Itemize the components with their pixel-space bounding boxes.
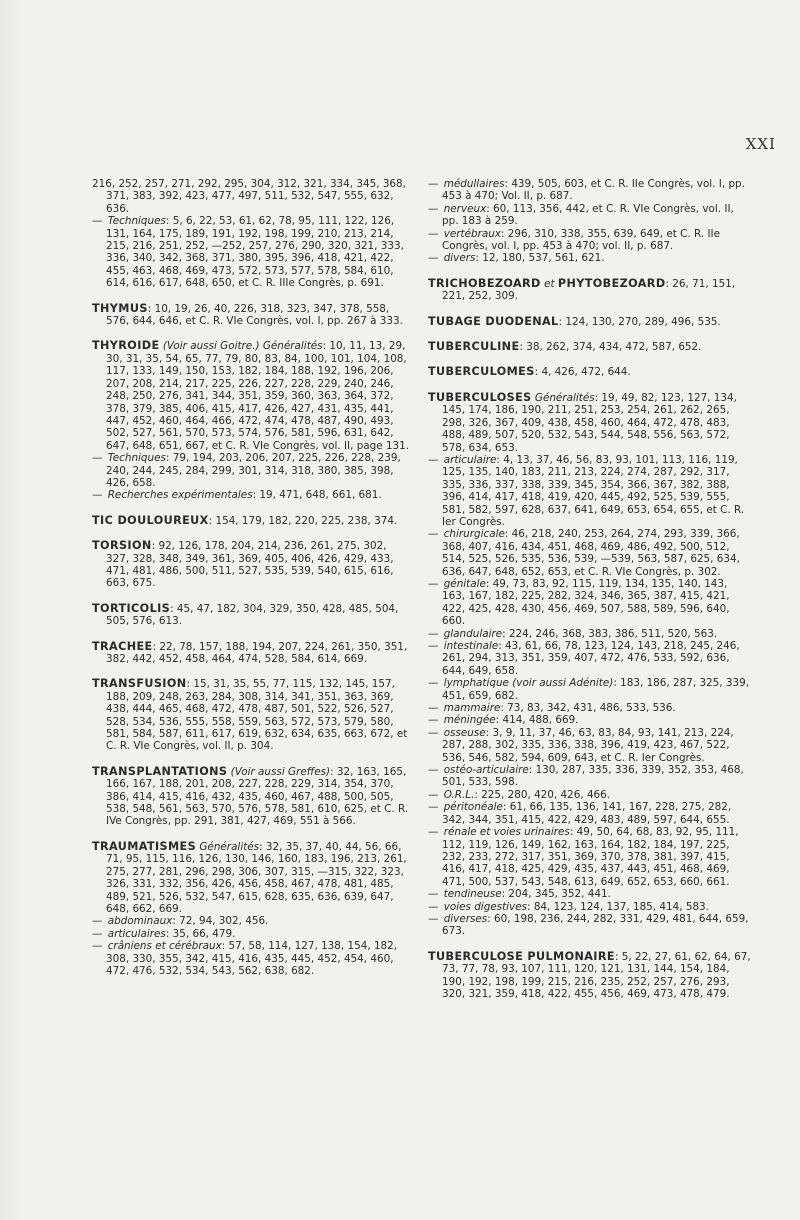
sub-pages: : 204, 345, 352, 441.: [501, 888, 611, 901]
sub-entry: [428, 203, 753, 228]
sub-dash: —: [428, 801, 442, 814]
sub-label: abdominaux: [107, 915, 173, 928]
entry-pages: : 32, 35, 37, 40, 44, 56, 66, 71, 95, 115, 116, 126, 130, 146, 160, 183, 196, 213, 261, 275, 277, 281, 296, 298, 306, 307, 315, —315, 322, 323, 326, 331, 332, 356, 426, 456, 458, 467, 478, 481, 485, 489, 521, 526, 532, 547, 615, 628, 635, 636, 639, 647, 648, 662, 669.: [106, 840, 407, 915]
sub-label: lymphatique (voir aussi Adénite): [443, 677, 614, 690]
sub-pages: : 84, 123, 124, 137, 185, 414, 583.: [527, 900, 709, 913]
sub-label: ostéo-articulaire: [443, 764, 529, 777]
entry-line: [428, 341, 753, 353]
sub-pages: : 224, 246, 368, 383, 386, 511, 520, 563.: [502, 627, 718, 640]
sub-pages: : 4, 13, 37, 46, 56, 83, 93, 101, 113, 116, 119, 125, 135, 140, 183, 211, 213, 224, 274, 287, 292, 317, 335, 336, 337, 338, 339, 345, 354, 366, 367, 382, 388, 396, 414, 417, 418, 419, 420, 445, 492, 525, 539, 555, 581, 582, 597, 628, 637, 641, 649, 653, 654, 655, et C. R. Ier Congrès.: [442, 453, 745, 528]
entry-heading: TRANSPLANTATIONS: [92, 764, 228, 778]
sub-label: péritonéale: [443, 801, 503, 814]
right-column: [428, 178, 753, 1013]
sub-label: crâniens et cérébraux: [107, 940, 222, 953]
entry-heading: TORSION: [92, 539, 152, 553]
sub-label: diverses: [443, 912, 488, 925]
sub-dash: —: [92, 915, 106, 928]
index-entry-tic: [92, 515, 412, 527]
sub-entry: [92, 928, 412, 940]
entry-line: [92, 178, 412, 215]
sub-entry: [428, 640, 753, 677]
sub-pages: : 439, 505, 603, et C. R. IIe Congrès, vol. I, pp. 453 à 470; Vol. II, p. 687.: [442, 178, 745, 203]
sub-entry: [92, 452, 412, 489]
entry-note: (Voir aussi Goitre.) Généralités: [162, 340, 323, 353]
sub-dash: —: [428, 900, 442, 913]
entry-line: [92, 841, 412, 915]
entry-line: [428, 951, 753, 1001]
sub-dash: —: [428, 726, 442, 739]
index-entry-cont2: [428, 178, 753, 265]
entry-heading: THYMUS: [92, 301, 148, 315]
sub-dash: —: [428, 702, 442, 715]
sub-label: O.R.L.: [443, 788, 475, 801]
sub-entry: [428, 714, 753, 726]
sub-dash: —: [92, 452, 106, 465]
sub-pages: : 130, 287, 335, 336, 339, 352, 353, 468, 501, 533, 598.: [442, 764, 744, 789]
sub-dash: —: [428, 252, 442, 265]
entry-pages: 216, 252, 257, 271, 292, 295, 304, 312, 321, 334, 345, 368, 371, 383, 392, 423, 477, 497, 511, 532, 547, 555, 632, 636.: [92, 178, 406, 215]
sub-dash: —: [92, 215, 106, 228]
entry-heading: THYROIDE: [92, 339, 160, 353]
sub-label: tendineuse: [443, 888, 502, 901]
sub-label: Techniques: [107, 215, 166, 228]
sub-pages: : 79, 194, 203, 206, 207, 225, 226, 228, 239, 240, 244, 245, 284, 299, 301, 314, 318, 380, 385, 398, 426, 658.: [106, 452, 401, 489]
sub-entry: [428, 826, 753, 888]
sub-pages: : 19, 471, 648, 661, 681.: [252, 489, 382, 502]
sub-label: articulaire: [443, 453, 497, 466]
sub-entry: [428, 628, 753, 640]
sub-dash: —: [428, 453, 442, 466]
entry-line: [92, 766, 412, 828]
entry-pages: : 26, 71, 151, 221, 252, 309.: [442, 277, 736, 303]
sub-pages: : 35, 66, 479.: [165, 927, 236, 940]
index-entry-tubage: [428, 316, 753, 328]
sub-pages: : 49, 50, 64, 68, 83, 92, 95, 111, 112, 119, 126, 149, 162, 163, 164, 182, 184, 197, 225, 232, 233, 272, 317, 351, 369, 370, 378, 381, 397, 415, 416, 417, 418, 425, 429, 435, 437, 443, 451, 468, 469, 471, 500, 537, 543, 548, 613, 649, 652, 653, 660, 661.: [442, 826, 739, 888]
sub-label: intestinale: [443, 640, 499, 652]
sub-dash: —: [428, 202, 442, 215]
sub-label: nerveux: [443, 202, 487, 215]
left-column: [92, 178, 412, 990]
index-entry-torticolis: [92, 603, 412, 628]
sub-entry: [428, 228, 753, 253]
sub-label: vertébraux: [443, 227, 501, 240]
sub-label: mammaire: [443, 702, 501, 715]
entry-conjunction: et: [544, 277, 555, 290]
page-number: XXI: [745, 135, 776, 153]
sub-dash: —: [92, 940, 106, 953]
sub-pages: : 5, 6, 22, 53, 61, 62, 78, 95, 111, 122, 126, 131, 164, 175, 189, 191, 192, 198, 199, 210, 213, 214, 215, 216, 251, 252, —252, 257, 276, 290, 320, 321, 333, 336, 340, 342, 368, 371, 380, 395, 396, 418, 421, 422, 455, 463, 468, 469, 473, 572, 573, 577, 578, 584, 610, 614, 616, 617, 648, 650, et C. R. IIIe Congrès, p. 691.: [106, 215, 404, 290]
sub-label: articulaires: [107, 927, 166, 940]
entry-pages: : 4, 426, 472, 644.: [534, 366, 631, 379]
sub-dash: —: [428, 826, 442, 839]
index-entry-traumatismes: [92, 841, 412, 977]
entry-line: [428, 316, 753, 328]
sub-dash: —: [92, 489, 106, 502]
sub-pages: : 60, 113, 356, 442, et C. R. VIe Congrès, vol. II, pp. 183 à 259.: [442, 202, 734, 228]
sub-entry: [92, 940, 412, 977]
entry-pages: : 15, 31, 35, 55, 77, 115, 132, 145, 157, 188, 209, 248, 263, 284, 308, 314, 341, 351, 363, 369, 438, 444, 465, 468, 472, 478, 487, 501, 522, 526, 527, 528, 534, 536, 555, 558, 559, 563, 572, 573, 579, 580, 581, 584, 587, 611, 617, 619, 632, 634, 635, 663, 672, et C. R. VIe Congrès, vol. II, p. 304.: [106, 678, 408, 753]
sub-label: divers: [443, 252, 476, 265]
index-entry-trachee: [92, 641, 412, 666]
sub-entry: [428, 888, 753, 900]
entry-pages: : 38, 262, 374, 434, 472, 587, 652.: [519, 341, 702, 354]
sub-entry: [92, 915, 412, 927]
entry-note: Généralités: [534, 391, 595, 404]
sub-label: Recherches expérimentales: [107, 489, 253, 502]
sub-entry: [428, 764, 753, 789]
sub-label: osseuse: [443, 726, 486, 739]
sub-entry: [428, 677, 753, 702]
entry-note: (Voir aussi Greffes): [230, 765, 331, 778]
entry-pages: : 10, 11, 13, 29, 30, 31, 35, 54, 65, 77, 79, 80, 83, 84, 100, 101, 104, 108, 117, 133, 149, 150, 153, 182, 184, 188, 192, 196, 206, 207, 208, 214, 217, 225, 226, 227, 228, 229, 240, 246, 248, 250, 276, 341, 344, 351, 359, 360, 363, 364, 372, 378, 379, 385, 406, 415, 417, 426, 427, 431, 435, 441, 447, 452, 460, 464, 466, 472, 474, 478, 487, 490, 493, 502, 527, 561, 570, 573, 574, 576, 581, 596, 631, 642, 647, 648, 651, 667, et C. R. VIe Congrès, vol. II, page 131.: [106, 340, 410, 452]
entry-pages: : 10, 19, 26, 40, 226, 318, 323, 347, 378, 558, 576, 644, 646, et C. R. VIe Congrès, vol. I, pp. 267 à 333.: [106, 302, 403, 328]
sub-label: glandulaire: [443, 627, 503, 640]
sub-dash: —: [428, 677, 442, 690]
binding-edge: [0, 0, 22, 1220]
entry-heading: TIC DOULOUREUX: [92, 513, 209, 527]
sub-pages: : 61, 66, 135, 136, 141, 167, 228, 275, 282, 342, 344, 351, 415, 422, 429, 483, 489, 597, 644, 655.: [442, 801, 732, 826]
entry-heading: TUBERCULINE: [428, 340, 520, 354]
sub-entry: [428, 789, 753, 801]
sub-dash: —: [428, 888, 442, 901]
sub-pages: : 43, 61, 66, 78, 123, 124, 143, 218, 245, 246, 261, 294, 313, 351, 359, 407, 472, 476, 533, 592, 636, 644, 649, 658.: [442, 640, 740, 677]
entry-line: [92, 641, 412, 666]
index-entry-thyroide: [92, 340, 412, 501]
entry-line: [428, 366, 753, 378]
index-entry-cont: [92, 178, 412, 290]
sub-label: voies digestives: [443, 900, 528, 913]
sub-entry: [428, 178, 753, 203]
entry-heading: TUBERCULOSES: [428, 390, 532, 404]
sub-entry: [92, 489, 412, 501]
entry-line: [92, 540, 412, 590]
entry-pages: : 154, 179, 182, 220, 225, 238, 374.: [208, 514, 398, 527]
entry-pages: : 22, 78, 157, 188, 194, 207, 224, 261, 350, 351, 382, 442, 452, 458, 464, 474, 528, 584, 614, 669.: [106, 640, 408, 665]
entry-line: [92, 603, 412, 628]
index-entry-trichobezoard: [428, 278, 753, 303]
sub-pages: : 3, 9, 11, 37, 46, 63, 83, 84, 93, 141, 213, 224, 287, 288, 302, 335, 336, 338, 396, 419, 423, 467, 522, 536, 546, 582, 594, 609, 643, et C. R. Ier Congrès.: [442, 726, 734, 764]
sub-entry: [428, 454, 753, 528]
sub-pages: : 72, 94, 302, 456.: [172, 915, 269, 928]
sub-entry: [428, 252, 753, 264]
sub-entry: [428, 578, 753, 628]
sub-dash: —: [92, 927, 106, 940]
entry-line: [92, 678, 412, 752]
sub-pages: : 12, 180, 537, 561, 621.: [475, 252, 605, 265]
index-entry-tuberculose-pulmonaire: [428, 951, 753, 1001]
entry-pages: : 92, 126, 178, 204, 214, 236, 261, 275, 302, 327, 328, 348, 349, 361, 369, 405, 406, 426, 429, 433, 471, 481, 486, 500, 511, 527, 535, 539, 540, 615, 616, 663, 675.: [106, 540, 394, 590]
sub-dash: —: [428, 528, 442, 541]
sub-entry: [92, 215, 412, 289]
entry-pages: : 45, 47, 182, 304, 329, 350, 428, 485, 504, 505, 576, 613.: [106, 602, 399, 628]
entry-heading: TRANSFUSION: [92, 677, 187, 691]
index-entry-tuberculoses: [428, 392, 753, 938]
sub-dash: —: [428, 788, 442, 801]
sub-pages: : 46, 218, 240, 253, 264, 274, 293, 339, 366, 368, 407, 416, 434, 451, 468, 469, 486, 492, 500, 512, 514, 525, 526, 535, 536, 539, —539, 563, 587, 625, 634, 636, 647, 648, 652, 653, et C. R. VIe Congrès, p. 302.: [442, 528, 740, 578]
entry-line: [92, 340, 412, 452]
sub-label: génitale: [443, 577, 486, 590]
entry-line: [92, 515, 412, 527]
sub-entry: [428, 727, 753, 764]
sub-pages: : 57, 58, 114, 127, 138, 154, 182, 308, 330, 355, 342, 415, 416, 435, 445, 452, 454, 460, 472, 476, 532, 534, 543, 562, 638, 682.: [106, 940, 398, 977]
entry-pages: : 5, 22, 27, 61, 62, 64, 67, 73, 77, 78, 93, 107, 111, 120, 121, 131, 144, 154, 184, 190, 192, 198, 199, 215, 216, 235, 252, 257, 276, 293, 320, 321, 359, 418, 422, 455, 456, 469, 473, 478, 479.: [442, 950, 751, 1000]
entry-heading-2: PHYTOBEZOARD: [557, 276, 666, 290]
sub-dash: —: [428, 640, 442, 652]
index-entry-transfusion: [92, 678, 412, 752]
entry-line: [428, 278, 753, 303]
entry-heading: TUBAGE DUODENAL: [428, 314, 559, 328]
entry-pages: : 32, 163, 165, 166, 167, 188, 201, 208, 227, 228, 229, 314, 354, 370, 386, 414, 415, 416, 432, 435, 460, 467, 488, 500, 505, 538, 548, 561, 563, 570, 576, 578, 581, 610, 625, et C. R. IVe Congrès, pp. 291, 381, 427, 469, 551 à 566.: [106, 765, 409, 828]
sub-dash: —: [428, 577, 442, 590]
sub-dash: —: [428, 764, 442, 777]
sub-pages: : 49, 73, 83, 92, 115, 119, 134, 135, 140, 143, 163, 167, 182, 225, 282, 324, 346, 365, 387, 415, 421, 422, 425, 428, 430, 456, 469, 507, 588, 589, 596, 640, 660.: [442, 577, 730, 628]
entry-heading: TUBERCULOMES: [428, 365, 535, 379]
entry-heading: TRACHEE: [92, 639, 153, 653]
sub-label: Techniques: [107, 452, 166, 465]
sub-entry: [428, 801, 753, 826]
sub-label: méningée: [443, 714, 496, 727]
sub-pages: : 60, 198, 236, 244, 282, 331, 429, 481, 644, 659, 673.: [442, 912, 749, 938]
index-entry-thymus: [92, 303, 412, 328]
sub-label: rénale et voies urinaires: [443, 826, 570, 839]
index-entry-torsion: [92, 540, 412, 590]
sub-label: médullaires: [443, 178, 505, 190]
sub-dash: —: [428, 714, 442, 727]
entry-heading: TRICHOBEZOARD: [428, 276, 541, 290]
sub-entry: [428, 528, 753, 578]
sub-pages: : 296, 310, 338, 355, 639, 649, et C. R. IIe Congrès, vol. I, pp. 453 à 470; vol. II, p. 687.: [442, 227, 720, 253]
sub-entry: [428, 901, 753, 913]
entry-heading: TUBERCULOSE PULMONAIRE: [428, 949, 615, 963]
entry-line: [428, 392, 753, 454]
entry-line: [92, 303, 412, 328]
entry-pages: : 19, 49, 82, 123, 127, 134, 145, 174, 186, 190, 211, 251, 253, 254, 261, 262, 265, 298, 326, 367, 409, 438, 458, 460, 464, 472, 478, 483, 488, 489, 507, 520, 532, 543, 544, 548, 556, 563, 572, 578, 634, 653.: [442, 391, 737, 454]
index-entry-tuberculine: [428, 341, 753, 353]
sub-pages: : 414, 488, 669.: [495, 714, 579, 727]
sub-pages: : 73, 83, 342, 431, 486, 533, 536.: [500, 702, 676, 715]
sub-entry: [428, 913, 753, 938]
sub-dash: —: [428, 227, 442, 240]
sub-pages: : 183, 186, 287, 325, 339, 451, 659, 682.: [442, 677, 750, 702]
index-entry-tuberculomes: [428, 366, 753, 378]
entry-heading: TRAUMATISMES: [92, 839, 197, 853]
sub-entry: [428, 702, 753, 714]
sub-label: chirurgicale: [443, 528, 505, 541]
entry-heading: TORTICOLIS: [92, 601, 171, 615]
sub-dash: —: [428, 627, 442, 640]
sub-dash: —: [428, 912, 442, 925]
entry-pages: : 124, 130, 270, 289, 496, 535.: [558, 315, 721, 328]
index-entry-transplantations: [92, 766, 412, 828]
sub-dash: —: [428, 178, 442, 190]
entry-note: Généralités: [199, 840, 260, 853]
sub-pages: : 225, 280, 420, 426, 466.: [474, 788, 611, 801]
